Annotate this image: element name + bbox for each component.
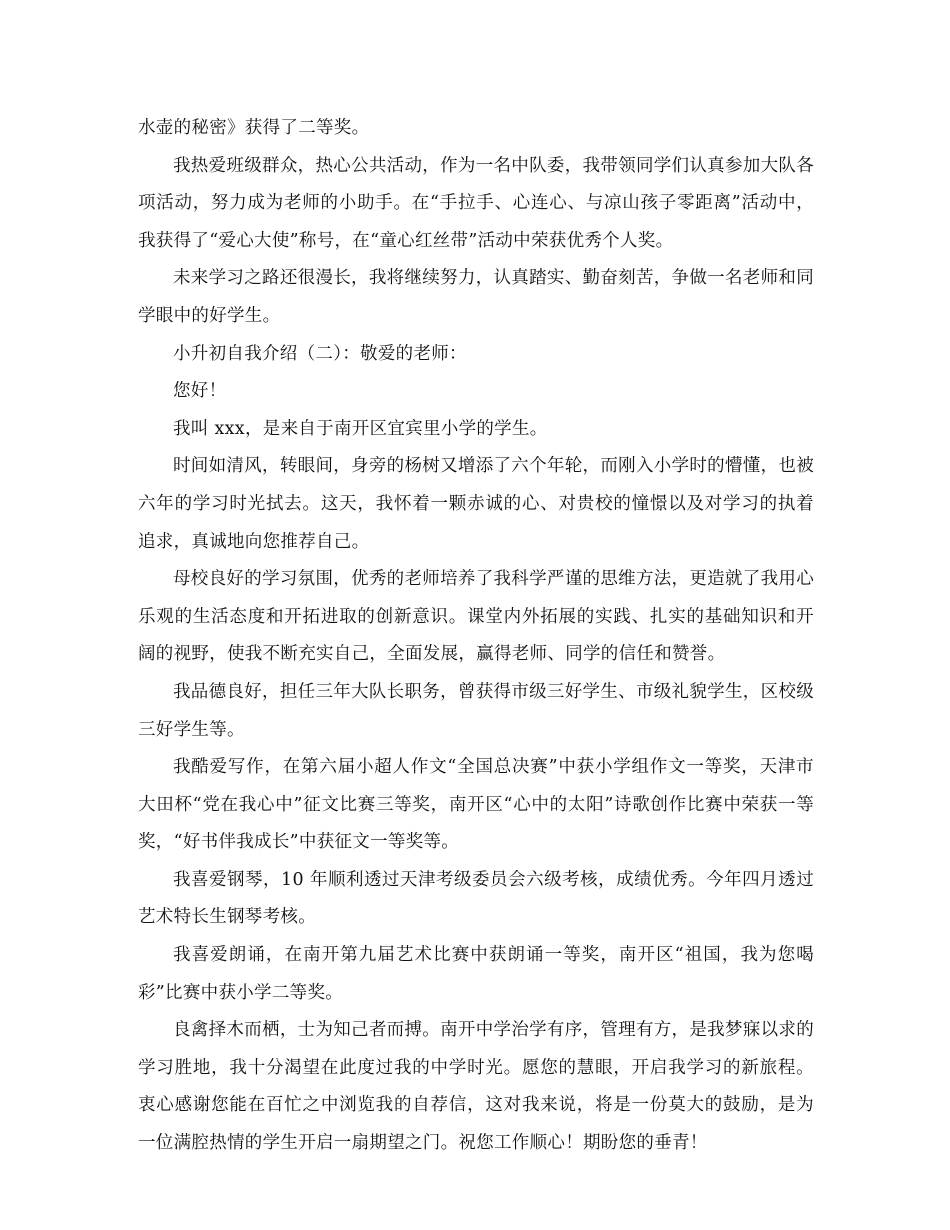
- paragraph-12: 我喜爱朗诵，在南开第九届艺术比赛中获朗诵一等奖，南开区“祖国，我为您喝彩”比赛中获小学二等奖。: [138, 945, 814, 1003]
- paragraph-8: 母校良好的学习氛围，优秀的老师培养了我科学严谨的思维方法，更造就了我用心乐观的生活态度和开拓进取的创新意识。课堂内外拓展的实践、扎实的基础知识和开阔的视野，使我不断充实自己，全面发展，赢得老师、同学的信任和赞誉。: [138, 569, 814, 665]
- paragraph-11: 我喜爱钢琴，10 年顺利透过天津考级委员会六级考核，成绩优秀。今年四月透过艺术特长生钢琴考核。: [138, 869, 814, 928]
- document-page: [138, 110, 814, 1163]
- paragraph-13: 良禽择木而栖，士为知己者而搏。南开中学治学有序，管理有方，是我梦寐以求的学习胜地，我十分渴望在此度过我的中学时光。愿您的慧眼，开启我学习的新旅程。衷心感谢您能在百忙之中浏览我的自荐信，这对我来说，将是一份莫大的鼓励，是为一位满腔热情的学生开启一扇期望之门。祝您工作顺心！期盼您的垂青！: [138, 1020, 814, 1154]
- section-heading: 小升初自我介绍（二）：敬爱的老师：: [173, 343, 467, 364]
- paragraph-10: 我酷爱写作，在第六届小超人作文“全国总决赛”中获小学组作文一等奖，天津市大田杯“党在我心中”征文比赛三等奖，南开区“心中的太阳”诗歌创作比赛中荣获一等奖，“好书伴我成长”中获征文一等奖等。: [138, 757, 814, 853]
- paragraph-9: 我品德良好，担任三年大队长职务，曾获得市级三好学生、市级礼貌学生，区校级三好学生等。: [138, 681, 814, 740]
- greeting: 您好！: [173, 381, 227, 402]
- paragraph-3: 未来学习之路还很漫长，我将继续努力，认真踏实、勤奋刻苦，争做一名老师和同学眼中的好学生。: [138, 268, 814, 326]
- paragraph-6: 我叫 xxx，是来自于南开区宜宾里小学的学生。: [173, 418, 548, 439]
- paragraph-7: 时间如清风，转眼间，身旁的杨树又增添了六个年轮，而刚入小学时的懵懂，也被六年的学习时光拭去。这天，我怀着一颗赤诚的心、对贵校的憧憬以及对学习的执着追求，真诚地向您推荐自己。: [138, 456, 814, 552]
- paragraph-2: 我热爱班级群众，热心公共活动，作为一名中队委，我带领同学们认真参加大队各项活动，努力成为老师的小助手。在“手拉手、心连心、与凉山孩子零距离”活动中，我获得了“爱心大使”称号，在“童心红丝带”活动中荣获优秀个人奖。: [138, 155, 814, 251]
- paragraph-1: 水壶的秘密》获得了二等奖。: [138, 118, 370, 138]
